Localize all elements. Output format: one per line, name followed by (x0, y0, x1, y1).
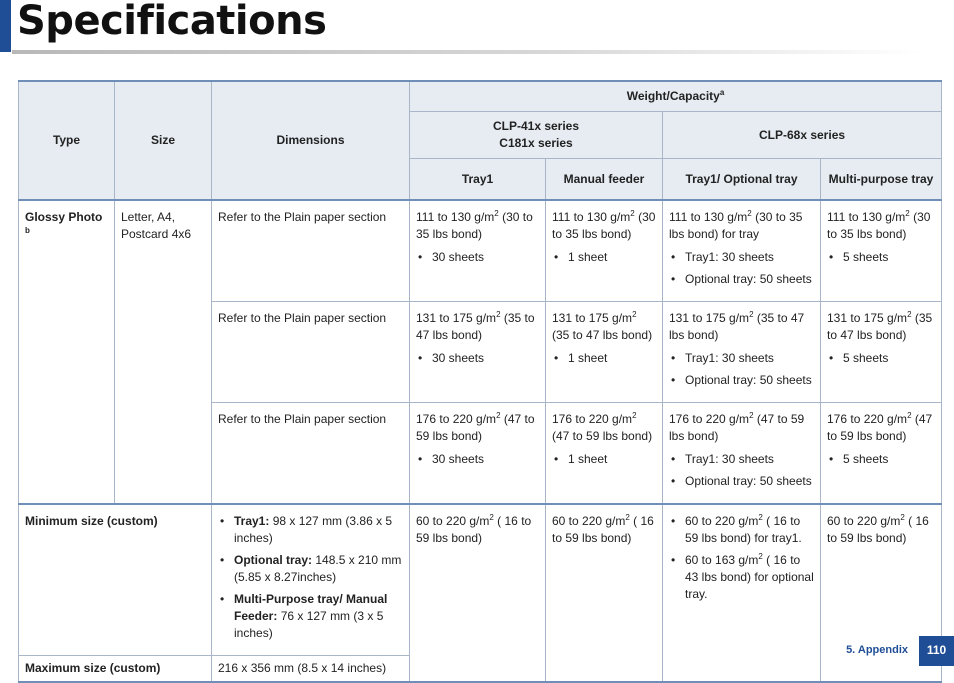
list-item: • Optional tray: 50 sheets (685, 271, 814, 288)
weight-cell: 176 to 220 $g/m^2$ (47 to 59 lbs bond) • 5 sheets (821, 403, 942, 505)
list-item: • 5 sheets (843, 249, 935, 266)
header-manual-feeder: Manual feeder (546, 159, 663, 201)
weight-cell: 111 to 130 $g/m^2$ (30 to 35 lbs bond) • 5 sheets (821, 200, 942, 302)
dimensions-cell: Refer to the Plain paper section (212, 403, 410, 505)
title-accent-bar (0, 0, 11, 52)
header-type: Type (19, 81, 115, 200)
list-item: • 60 to 220 $g/m^2$ ( 16 to 59 lbs bond) for tray1. (685, 513, 814, 547)
glossy-photo-size: Letter, A4, Postcard 4x6 (115, 200, 212, 504)
maximum-size-dimensions: 216 x 356 mm (8.5 x 14 inches) (212, 656, 410, 683)
minimum-size-label: Minimum size (custom) (19, 504, 212, 656)
list-item: • 5 sheets (843, 451, 935, 468)
footer-section-label: 5. Appendix (846, 644, 908, 656)
list-item: • Optional tray: 50 sheets (685, 372, 814, 389)
page-title: Specifications (17, 0, 327, 44)
header-size: Size (115, 81, 212, 200)
list-item: • 1 sheet (568, 249, 656, 266)
list-item: • 5 sheets (843, 350, 935, 367)
weight-cell: 176 to 220 $g/m^2$ (47 to 59 lbs bond) • 1 sheet (546, 403, 663, 505)
table-row (19, 504, 942, 656)
minimum-size-dimensions (212, 504, 410, 656)
weight-cell: 60 to 220 $g/m^2$ ( 16 to 59 lbs bond) (546, 504, 663, 682)
list-item: • Multi-Purpose tray/ Manual Feeder: 76 x 127 mm (3 x 5 inches) (234, 591, 403, 642)
header-series-clp68x: CLP-68x series (663, 112, 942, 159)
weight-cell: 131 to 175 $g/m^2$ (35 to 47 lbs bond) • 30 sheets (410, 302, 546, 403)
list-item: • 60 to 163 $g/m^2$ ( 16 to 43 lbs bond) for optional tray. (685, 552, 814, 603)
weight-cell (663, 504, 821, 682)
specifications-table (18, 80, 942, 683)
weight-cell: 111 to 130 $g/m^2$ (30 to 35 lbs bond) for tray • Tray1: 30 sheets • Optional tray: 50 sheets (663, 200, 821, 302)
header-tray1: Tray1 (410, 159, 546, 201)
list-item: • 30 sheets (432, 350, 539, 367)
header-series-clp41x: CLP-41x series C181x series (410, 112, 663, 159)
weight-cell: 131 to 175 $g/m^2$ (35 to 47 lbs bond) • Tray1: 30 sheets • Optional tray: 50 sheets (663, 302, 821, 403)
list-item: • 1 sheet (568, 451, 656, 468)
weight-cell: 60 to 220 $g/m^2$ ( 16 to 59 lbs bond) (410, 504, 546, 682)
weight-cell: 60 to 220 $g/m^2$ ( 16 to 59 lbs bond) (821, 504, 942, 682)
weight-cell: 111 to 130 $g/m^2$ (30 to 35 lbs bond) • 30 sheets (410, 200, 546, 302)
weight-cell: 176 to 220 $g/m^2$ (47 to 59 lbs bond) • 30 sheets (410, 403, 546, 505)
weight-cell: 131 to 175 $g/m^2$ (35 to 47 lbs bond) • 1 sheet (546, 302, 663, 403)
list-item: • Optional tray: 148.5 x 210 mm (5.85 x 8.27inches) (234, 552, 403, 586)
list-item: • 30 sheets (432, 249, 539, 266)
list-item: • Tray1: 98 x 127 mm (3.86 x 5 inches) (234, 513, 403, 547)
header-tray1-optional: Tray1/ Optional tray (663, 159, 821, 201)
weight-cell: 131 to 175 $g/m^2$ (35 to 47 lbs bond) • 5 sheets (821, 302, 942, 403)
list-item: • Optional tray: 50 sheets (685, 473, 814, 490)
maximum-size-label: Maximum size (custom) (19, 656, 212, 683)
dimensions-cell: Refer to the Plain paper section (212, 200, 410, 302)
list-item: • 1 sheet (568, 350, 656, 367)
list-item: • Tray1: 30 sheets (685, 451, 814, 468)
list-item: • Tray1: 30 sheets (685, 350, 814, 367)
weight-cell: 111 to 130 $g/m^2$ (30 to 35 lbs bond) • 1 sheet (546, 200, 663, 302)
list-item: • 30 sheets (432, 451, 539, 468)
glossy-photo-type: Glossy Photo $^b$ (19, 200, 115, 504)
table-row (19, 200, 942, 302)
header-weight-capacity: Weight/Capacity$^a$ (410, 81, 942, 112)
dimensions-cell: Refer to the Plain paper section (212, 302, 410, 403)
header-multi-purpose-tray: Multi-purpose tray (821, 159, 942, 201)
page-number: 110 (919, 636, 954, 666)
header-dimensions: Dimensions (212, 81, 410, 200)
list-item: • Tray1: 30 sheets (685, 249, 814, 266)
title-divider (12, 50, 922, 54)
weight-cell: 176 to 220 $g/m^2$ (47 to 59 lbs bond) • Tray1: 30 sheets • Optional tray: 50 sheets (663, 403, 821, 505)
